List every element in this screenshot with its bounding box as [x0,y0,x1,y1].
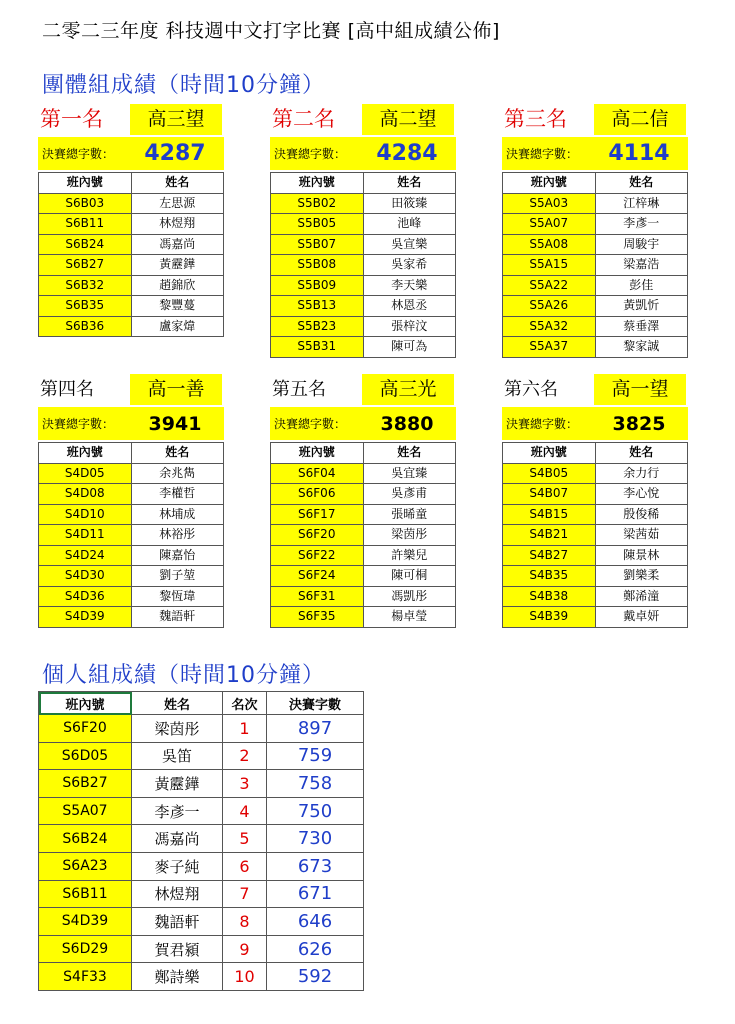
table-row [271,504,456,525]
student-rank: 10 [223,963,267,991]
member-name: 梁茵彤 [363,525,456,546]
member-id: S4B39 [503,607,596,628]
member-id: S5A08 [503,234,596,255]
member-id: S4B05 [503,463,596,484]
member-id: S6F04 [271,463,364,484]
student-score: 750 [267,797,364,825]
score-label: 決賽總字數： [506,147,579,161]
member-name: 陳可為 [363,337,456,358]
table-row [271,275,456,296]
member-name: 殷俊稀 [595,504,688,525]
table-row [39,255,224,276]
table-row [271,255,456,276]
team-score: 4287 [144,141,206,166]
member-id: S6F20 [271,525,364,546]
team-class: 高三光 [362,374,454,405]
student-score: 671 [267,880,364,908]
member-name: 李天樂 [363,275,456,296]
team-rank: 第二名 [272,107,335,131]
member-name: 張梓汶 [363,316,456,337]
member-id: S5B23 [271,316,364,337]
student-name: 賀君潁 [132,935,223,963]
team-class: 高一望 [594,374,686,405]
col-header-id: 班內號 [503,443,596,464]
member-name: 江梓琳 [595,193,688,214]
table-row [39,825,364,853]
member-id: S4B07 [503,484,596,505]
table-row [39,880,364,908]
student-id: S6D29 [39,935,132,963]
student-id: S6F20 [39,715,132,743]
student-id: S6B24 [39,825,132,853]
table-row [271,337,456,358]
table-row [39,963,364,991]
page-title: 二零二三年度 科技週中文打字比賽 [高中組成績公佈] [42,20,500,42]
member-id: S5B05 [271,214,364,235]
table-row [503,193,688,214]
table-row [39,525,224,546]
member-id: S4D39 [39,607,132,628]
member-id: S6B03 [39,193,132,214]
table-row [503,484,688,505]
student-name: 馮嘉尚 [132,825,223,853]
student-rank: 4 [223,797,267,825]
col-header-rank: 名次 [223,692,267,715]
member-name: 劉子堃 [131,566,224,587]
member-id: S4D10 [39,504,132,525]
team-score: 4284 [376,141,438,166]
member-name: 李心悅 [595,484,688,505]
team-rank: 第一名 [40,107,103,131]
member-name: 劉樂柔 [595,566,688,587]
table-row [39,566,224,587]
col-header-name: 姓名 [131,173,224,194]
student-score: 646 [267,908,364,936]
member-id: S5A15 [503,255,596,276]
table-row [39,296,224,317]
table-row [271,586,456,607]
member-name: 林裕彤 [131,525,224,546]
col-header-id: 班內號 [503,173,596,194]
member-id: S6F31 [271,586,364,607]
col-header-id[interactable]: 班內號 [39,692,132,715]
student-rank: 5 [223,825,267,853]
member-id: S5A07 [503,214,596,235]
member-name: 左思源 [131,193,224,214]
table-row [39,484,224,505]
table-row [39,504,224,525]
col-header-name: 姓名 [595,443,688,464]
member-id: S4B35 [503,566,596,587]
team-card [38,104,224,337]
table-row [39,234,224,255]
student-rank: 6 [223,852,267,880]
student-score: 897 [267,715,364,743]
member-name: 黃靂鏵 [131,255,224,276]
team-class: 高一善 [130,374,222,405]
individual-section-title: 個人組成績（時間10分鐘） [42,663,325,688]
team-members-table [270,172,456,358]
student-score: 730 [267,825,364,853]
member-name: 吳家希 [363,255,456,276]
student-score: 626 [267,935,364,963]
team-rank: 第三名 [504,107,567,131]
team-rank: 第四名 [40,379,94,400]
table-row [503,504,688,525]
member-id: S6B32 [39,275,132,296]
table-row [39,908,364,936]
member-id: S4D30 [39,566,132,587]
table-row [39,586,224,607]
score-label: 決賽總字數： [274,417,347,431]
table-row [271,296,456,317]
team-card [270,374,456,628]
student-rank: 2 [223,742,267,770]
member-name: 梁嘉浩 [595,255,688,276]
team-class: 高三望 [130,104,222,135]
table-row [503,525,688,546]
student-name: 魏語軒 [132,908,223,936]
member-id: S4B27 [503,545,596,566]
student-rank: 3 [223,770,267,798]
member-name: 鄭浠潼 [595,586,688,607]
table-row [39,852,364,880]
student-rank: 9 [223,935,267,963]
student-rank: 1 [223,715,267,743]
member-name: 黃凱忻 [595,296,688,317]
member-id: S5B09 [271,275,364,296]
member-id: S5A37 [503,337,596,358]
member-id: S6B24 [39,234,132,255]
member-id: S6B11 [39,214,132,235]
member-name: 林埔成 [131,504,224,525]
table-row [39,742,364,770]
score-label: 決賽總字數： [42,147,115,161]
team-members-table [502,442,688,628]
member-name: 張晞童 [363,504,456,525]
individual-results-table [38,691,364,991]
team-class: 高二信 [594,104,686,135]
member-name: 戴卓妍 [595,607,688,628]
member-id: S6F35 [271,607,364,628]
member-id: S5A22 [503,275,596,296]
student-score: 758 [267,770,364,798]
student-score: 673 [267,852,364,880]
team-score: 3825 [612,412,666,435]
table-row [271,484,456,505]
team-members-table [38,442,224,628]
member-name: 池峰 [363,214,456,235]
table-row [503,463,688,484]
student-name: 吳笛 [132,742,223,770]
table-row [503,545,688,566]
member-id: S4D36 [39,586,132,607]
member-name: 馮凱彤 [363,586,456,607]
table-row [503,234,688,255]
student-score: 759 [267,742,364,770]
member-id: S6F24 [271,566,364,587]
col-header-score: 決賽字數 [267,692,364,715]
team-rank: 第六名 [504,379,558,400]
member-id: S4D24 [39,545,132,566]
table-row [503,607,688,628]
team-class: 高二望 [362,104,454,135]
score-label: 決賽總字數： [506,417,579,431]
student-id: S6B27 [39,770,132,798]
member-name: 李彥一 [595,214,688,235]
member-id: S5B13 [271,296,364,317]
table-row [271,214,456,235]
member-name: 黎豐蔓 [131,296,224,317]
member-name: 許樂兒 [363,545,456,566]
team-score: 4114 [608,141,670,166]
member-id: S6F06 [271,484,364,505]
member-id: S4B38 [503,586,596,607]
member-id: S4B21 [503,525,596,546]
table-row [271,607,456,628]
table-row [503,337,688,358]
member-name: 陳景林 [595,545,688,566]
table-row [271,566,456,587]
student-id: S4D39 [39,908,132,936]
member-name: 吳宜臻 [363,463,456,484]
member-name: 田筱臻 [363,193,456,214]
table-row [271,525,456,546]
team-members-table [270,442,456,628]
member-id: S4D08 [39,484,132,505]
table-row [271,545,456,566]
team-card [502,374,688,628]
student-rank: 8 [223,908,267,936]
student-id: S6A23 [39,852,132,880]
table-row [39,316,224,337]
member-id: S6B27 [39,255,132,276]
member-name: 陳嘉怡 [131,545,224,566]
member-name: 盧家煒 [131,316,224,337]
member-name: 李權哲 [131,484,224,505]
table-row [39,715,364,743]
member-id: S5A32 [503,316,596,337]
member-id: S6F17 [271,504,364,525]
member-id: S5B02 [271,193,364,214]
student-name: 麥子純 [132,852,223,880]
member-name: 周駿宇 [595,234,688,255]
table-row [39,797,364,825]
table-row [271,193,456,214]
table-row [503,275,688,296]
member-name: 林煜翔 [131,214,224,235]
table-row [503,316,688,337]
member-id: S4B15 [503,504,596,525]
member-id: S4D05 [39,463,132,484]
member-name: 趙錦欣 [131,275,224,296]
team-score: 3941 [148,412,202,435]
score-label: 決賽總字數： [274,147,347,161]
member-id: S6B36 [39,316,132,337]
member-id: S6F22 [271,545,364,566]
col-header-id: 班內號 [271,443,364,464]
team-rank: 第五名 [272,379,326,400]
table-row [39,214,224,235]
table-row [503,296,688,317]
student-name: 黃靂鏵 [132,770,223,798]
student-score: 592 [267,963,364,991]
student-name: 鄭詩樂 [132,963,223,991]
table-row [39,463,224,484]
table-row [271,234,456,255]
table-row [271,463,456,484]
student-id: S4F33 [39,963,132,991]
table-row [39,935,364,963]
group-section-title: 團體組成績（時間10分鐘） [42,73,325,98]
member-name: 楊卓瑩 [363,607,456,628]
member-name: 梁茜茹 [595,525,688,546]
member-name: 余力行 [595,463,688,484]
member-name: 蔡垂澤 [595,316,688,337]
table-row [39,607,224,628]
team-score: 3880 [380,412,434,435]
table-row [39,545,224,566]
col-header-id: 班內號 [39,173,132,194]
member-name: 黎恆瑋 [131,586,224,607]
member-name: 吳宣樂 [363,234,456,255]
col-header-name: 姓名 [363,173,456,194]
team-members-table [38,172,224,337]
team-card [38,374,224,628]
table-row [39,193,224,214]
student-name: 梁茵彤 [132,715,223,743]
member-name: 魏語軒 [131,607,224,628]
member-name: 馮嘉尚 [131,234,224,255]
student-id: S6D05 [39,742,132,770]
team-card [270,104,456,358]
table-row [503,255,688,276]
member-name: 吳彥甫 [363,484,456,505]
member-id: S6B35 [39,296,132,317]
member-id: S5B31 [271,337,364,358]
table-row [503,586,688,607]
member-name: 余兆雋 [131,463,224,484]
student-name: 林煜翔 [132,880,223,908]
col-header-name: 姓名 [595,173,688,194]
table-row [39,275,224,296]
member-name: 林恩丞 [363,296,456,317]
member-name: 彭佳 [595,275,688,296]
member-name: 陳可桐 [363,566,456,587]
member-id: S5B08 [271,255,364,276]
table-row [271,316,456,337]
member-id: S5A03 [503,193,596,214]
table-row [503,566,688,587]
student-rank: 7 [223,880,267,908]
score-label: 決賽總字數： [42,417,115,431]
team-card [502,104,688,358]
student-name: 李彥一 [132,797,223,825]
col-header-id: 班內號 [271,173,364,194]
col-header-name: 姓名 [363,443,456,464]
col-header-name: 姓名 [132,692,223,715]
team-members-table [502,172,688,358]
member-id: S4D11 [39,525,132,546]
table-row [39,770,364,798]
member-id: S5B07 [271,234,364,255]
student-id: S5A07 [39,797,132,825]
student-id: S6B11 [39,880,132,908]
col-header-name: 姓名 [131,443,224,464]
member-id: S5A26 [503,296,596,317]
member-name: 黎家誠 [595,337,688,358]
table-row [503,214,688,235]
col-header-id: 班內號 [39,443,132,464]
